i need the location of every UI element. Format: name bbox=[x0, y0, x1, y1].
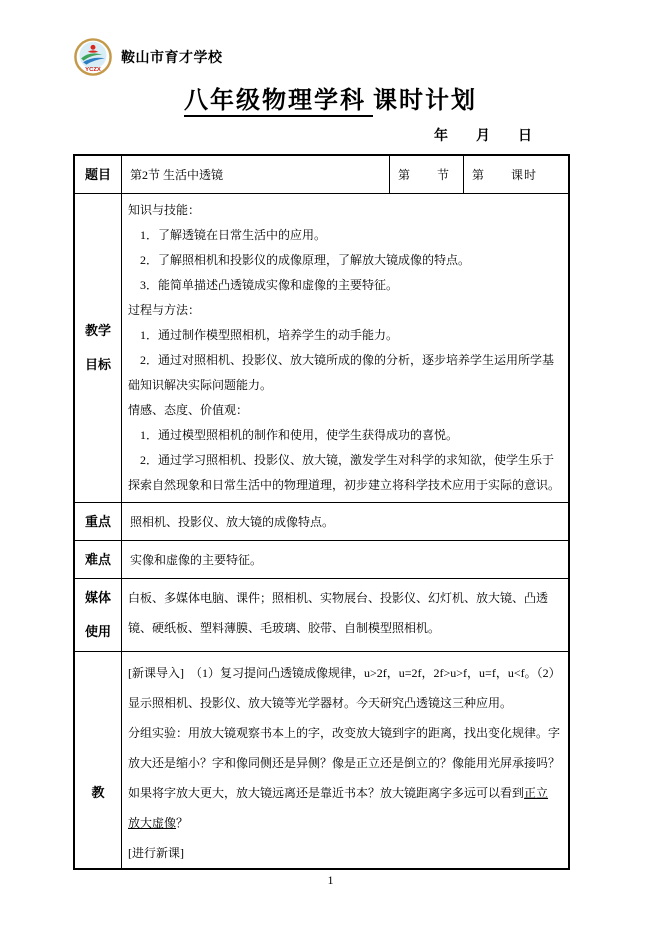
page-title bbox=[0, 80, 661, 115]
school-header bbox=[0, 0, 661, 76]
process-newlesson-marker: [进行新课] bbox=[128, 846, 184, 860]
table-row-difficulty bbox=[75, 541, 568, 579]
objectives-item: 1．了解透镜在日常生活中的应用。 bbox=[140, 228, 327, 242]
objectives-heading-process: 过程与方法： bbox=[128, 303, 201, 317]
objectives-item: 2．了解照相机和投影仪的成像原理，了解放大镜成像的特点。 bbox=[140, 253, 471, 267]
objectives-item: 2．通过学习照相机、投影仪、放大镜，激发学生对科学的求知欲，使学生乐于探索自然现象和日常生活中的物理道理，初步建立将科学技术应用于实际的意识。 bbox=[128, 453, 561, 492]
process-intro-paragraph: [新课导入] （1）复习提问凸透镜成像规律，u>2f，u=2f，2f>u>f，u=f，u<f。（2）显示照相机、投影仪、放大镜等光学器材。今天研究凸透镜这三种应用。 bbox=[128, 666, 555, 710]
row-label-media-line1: 媒体 bbox=[84, 590, 111, 605]
section-number-blank: 第 节 bbox=[390, 156, 464, 193]
row-label-objectives-line2: 目标 bbox=[84, 357, 111, 372]
row-label-media bbox=[75, 579, 122, 651]
period-number-blank: 第 课时 bbox=[472, 168, 538, 182]
objectives-item: 2．通过对照相机、投影仪、放大镜所成的像的分析，逐步培养学生运用所学基础知识解决实际问题能力。 bbox=[128, 353, 555, 392]
media-content: 白板、多媒体电脑、课件；照相机、实物展台、投影仪、幻灯机、放大镜、凸透镜、硬纸板、塑料薄膜、毛玻璃、胶带、自制模型照相机。 bbox=[128, 591, 549, 635]
page-number: 1 bbox=[327, 873, 334, 887]
objectives-heading-knowledge: 知识与技能： bbox=[128, 203, 201, 217]
row-label-process: 教 bbox=[75, 652, 122, 868]
lesson-plan-table bbox=[73, 154, 570, 870]
row-label-objectives bbox=[75, 194, 122, 502]
lesson-title-value: 第2节 生活中透镜 bbox=[122, 156, 390, 193]
table-row-objectives bbox=[75, 194, 568, 503]
row-label-difficulty: 难点 bbox=[75, 541, 122, 578]
objectives-item: 3．能简单描述凸透镜成实像和虚像的主要特征。 bbox=[140, 278, 399, 292]
difficulty-content: 实像和虚像的主要特征。 bbox=[130, 553, 263, 567]
row-label-objectives-line1: 教学 bbox=[84, 323, 111, 338]
process-content bbox=[122, 652, 568, 868]
svg-text:YCZX: YCZX bbox=[85, 66, 101, 73]
row-label-keypoint: 重点 bbox=[75, 503, 122, 540]
objectives-item: 1．通过制作模型照相机，培养学生的动手能力。 bbox=[140, 328, 399, 342]
table-row-keypoint bbox=[75, 503, 568, 541]
date-line: 年 月 日 bbox=[434, 129, 539, 144]
table-row-title bbox=[75, 156, 568, 194]
school-name: 鞍山市育才学校 bbox=[121, 49, 223, 65]
page-title-underlined: 八年级物理学科 bbox=[184, 88, 373, 117]
objectives-item: 1．通过模型照相机的制作和使用，使学生获得成功的喜悦。 bbox=[140, 428, 459, 442]
school-logo-icon bbox=[74, 38, 112, 76]
objectives-content bbox=[122, 194, 568, 502]
page-title-rest: 课时计划 bbox=[373, 88, 477, 114]
process-experiment-paragraph bbox=[128, 718, 560, 838]
row-label-media-line2: 使用 bbox=[84, 624, 111, 639]
experiment-text: 分组实验：用放大镜观察书本上的字，改变放大镜到字的距离，找出变化规律。字放大还是缩小？字和像同侧还是异侧？像是正立还是倒立的？像能用光屏承接吗？如果将字放大更大，放大镜远离还是靠近书本？放大镜距离字多远可以看到 bbox=[128, 726, 561, 800]
table-row-process bbox=[75, 652, 568, 868]
experiment-question-mark: ？ bbox=[176, 816, 189, 830]
experiment-underlined-text: 正立放大虚像 bbox=[128, 786, 549, 830]
table-row-media bbox=[75, 579, 568, 652]
row-label-topic: 题目 bbox=[75, 156, 122, 193]
objectives-heading-emotion: 情感、态度、价值观： bbox=[128, 403, 249, 417]
keypoint-content: 照相机、投影仪、放大镜的成像特点。 bbox=[130, 515, 335, 529]
